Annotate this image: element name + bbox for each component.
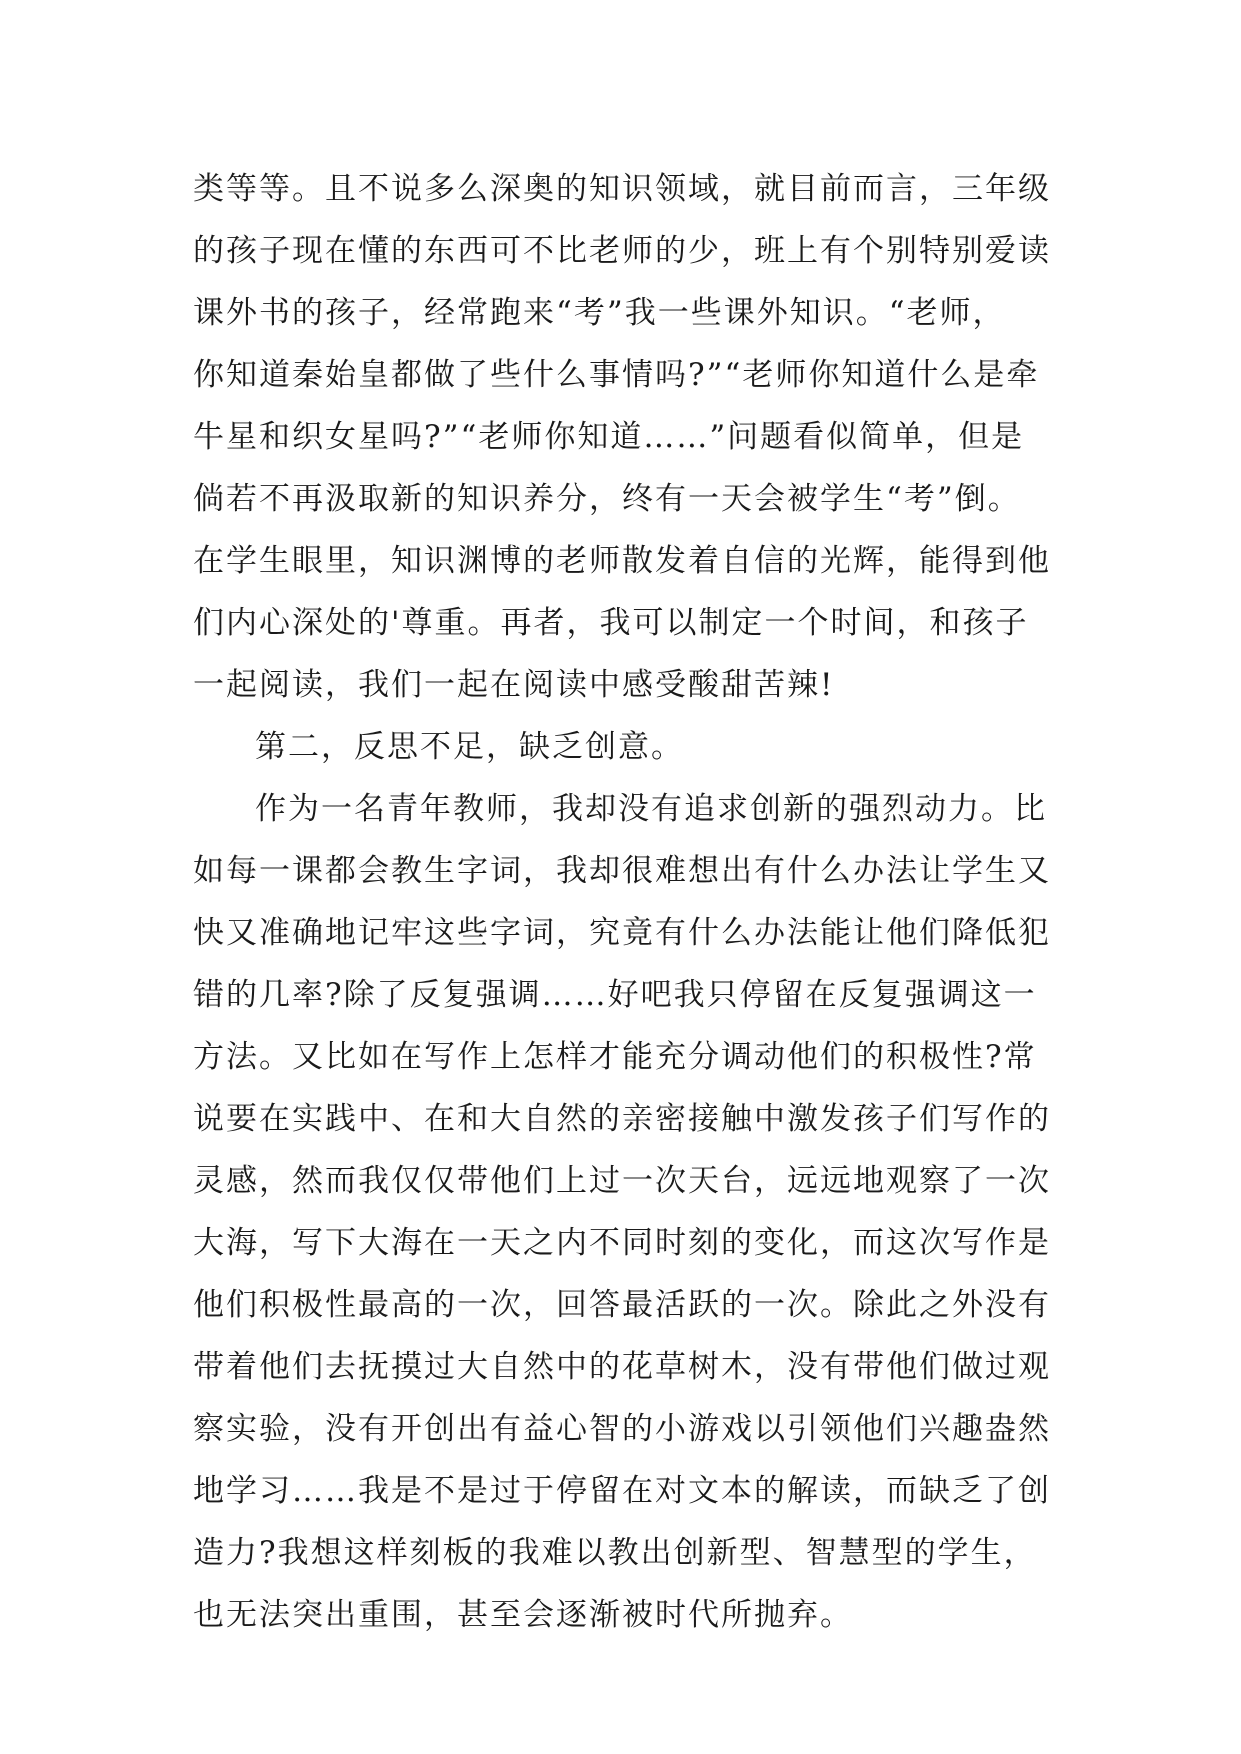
text-line: 一起阅读，我们一起在阅读中感受酸甜苦辣! <box>193 667 835 703</box>
body-text <box>193 158 1073 1646</box>
text-line: 的孩子现在懂的东西可不比老师的少，班上有个别特别爱读 <box>193 233 1051 269</box>
text-line: 倘若不再汲取新的知识养分，终有一天会被学生“考”倒。 <box>193 481 1021 517</box>
text-line: 们内心深处的'尊重。再者，我可以制定一个时间，和孩子 <box>193 605 1029 641</box>
text-line: 带着他们去抚摸过大自然中的花草树木，没有带他们做过观 <box>193 1349 1051 1385</box>
paragraph-first-line: 作为一名青年教师，我却没有追求创新的强烈动力。比 <box>255 791 1047 827</box>
text-line: 大海，写下大海在一天之内不同时刻的变化，而这次写作是 <box>193 1225 1051 1261</box>
text-line: 说要在实践中、在和大自然的亲密接触中激发孩子们写作的 <box>193 1101 1051 1137</box>
text-line: 如每一课都会教生字词，我却很难想出有什么办法让学生又 <box>193 853 1051 889</box>
text-line: 快又准确地记牢这些字词，究竟有什么办法能让他们降低犯 <box>193 915 1051 951</box>
text-line: 察实验，没有开创出有益心智的小游戏以引领他们兴趣盎然 <box>193 1411 1051 1447</box>
text-line: 在学生眼里，知识渊博的老师散发着自信的光辉，能得到他 <box>193 543 1051 579</box>
text-line: 他们积极性最高的一次，回答最活跃的一次。除此之外没有 <box>193 1287 1051 1323</box>
text-line: 错的几率?除了反复强调……好吧我只停留在反复强调这一 <box>193 977 1037 1013</box>
text-line: 牛星和织女星吗?”“老师你知道……”问题看似简单，但是 <box>193 419 1025 455</box>
section-heading: 第二，反思不足，缺乏创意。 <box>255 729 684 765</box>
text-line: 方法。又比如在写作上怎样才能充分调动他们的积极性?常 <box>193 1039 1037 1075</box>
text-line: 也无法突出重围，甚至会逐渐被时代所抛弃。 <box>193 1597 853 1633</box>
text-line: 课外书的孩子，经常跑来“考”我一些课外知识。“老师， <box>193 295 1006 331</box>
text-line: 造力?我想这样刻板的我难以教出创新型、智慧型的学生， <box>193 1535 1037 1571</box>
text-line: 灵感，然而我仅仅带他们上过一次天台，远远地观察了一次 <box>193 1163 1051 1199</box>
text-line: 类等等。且不说多么深奥的知识领域，就目前而言，三年级 <box>193 171 1051 207</box>
text-line: 地学习……我是不是过于停留在对文本的解读，而缺乏了创 <box>193 1473 1051 1509</box>
text-line: 你知道秦始皇都做了些什么事情吗?”“老师你知道什么是牵 <box>193 357 1040 393</box>
